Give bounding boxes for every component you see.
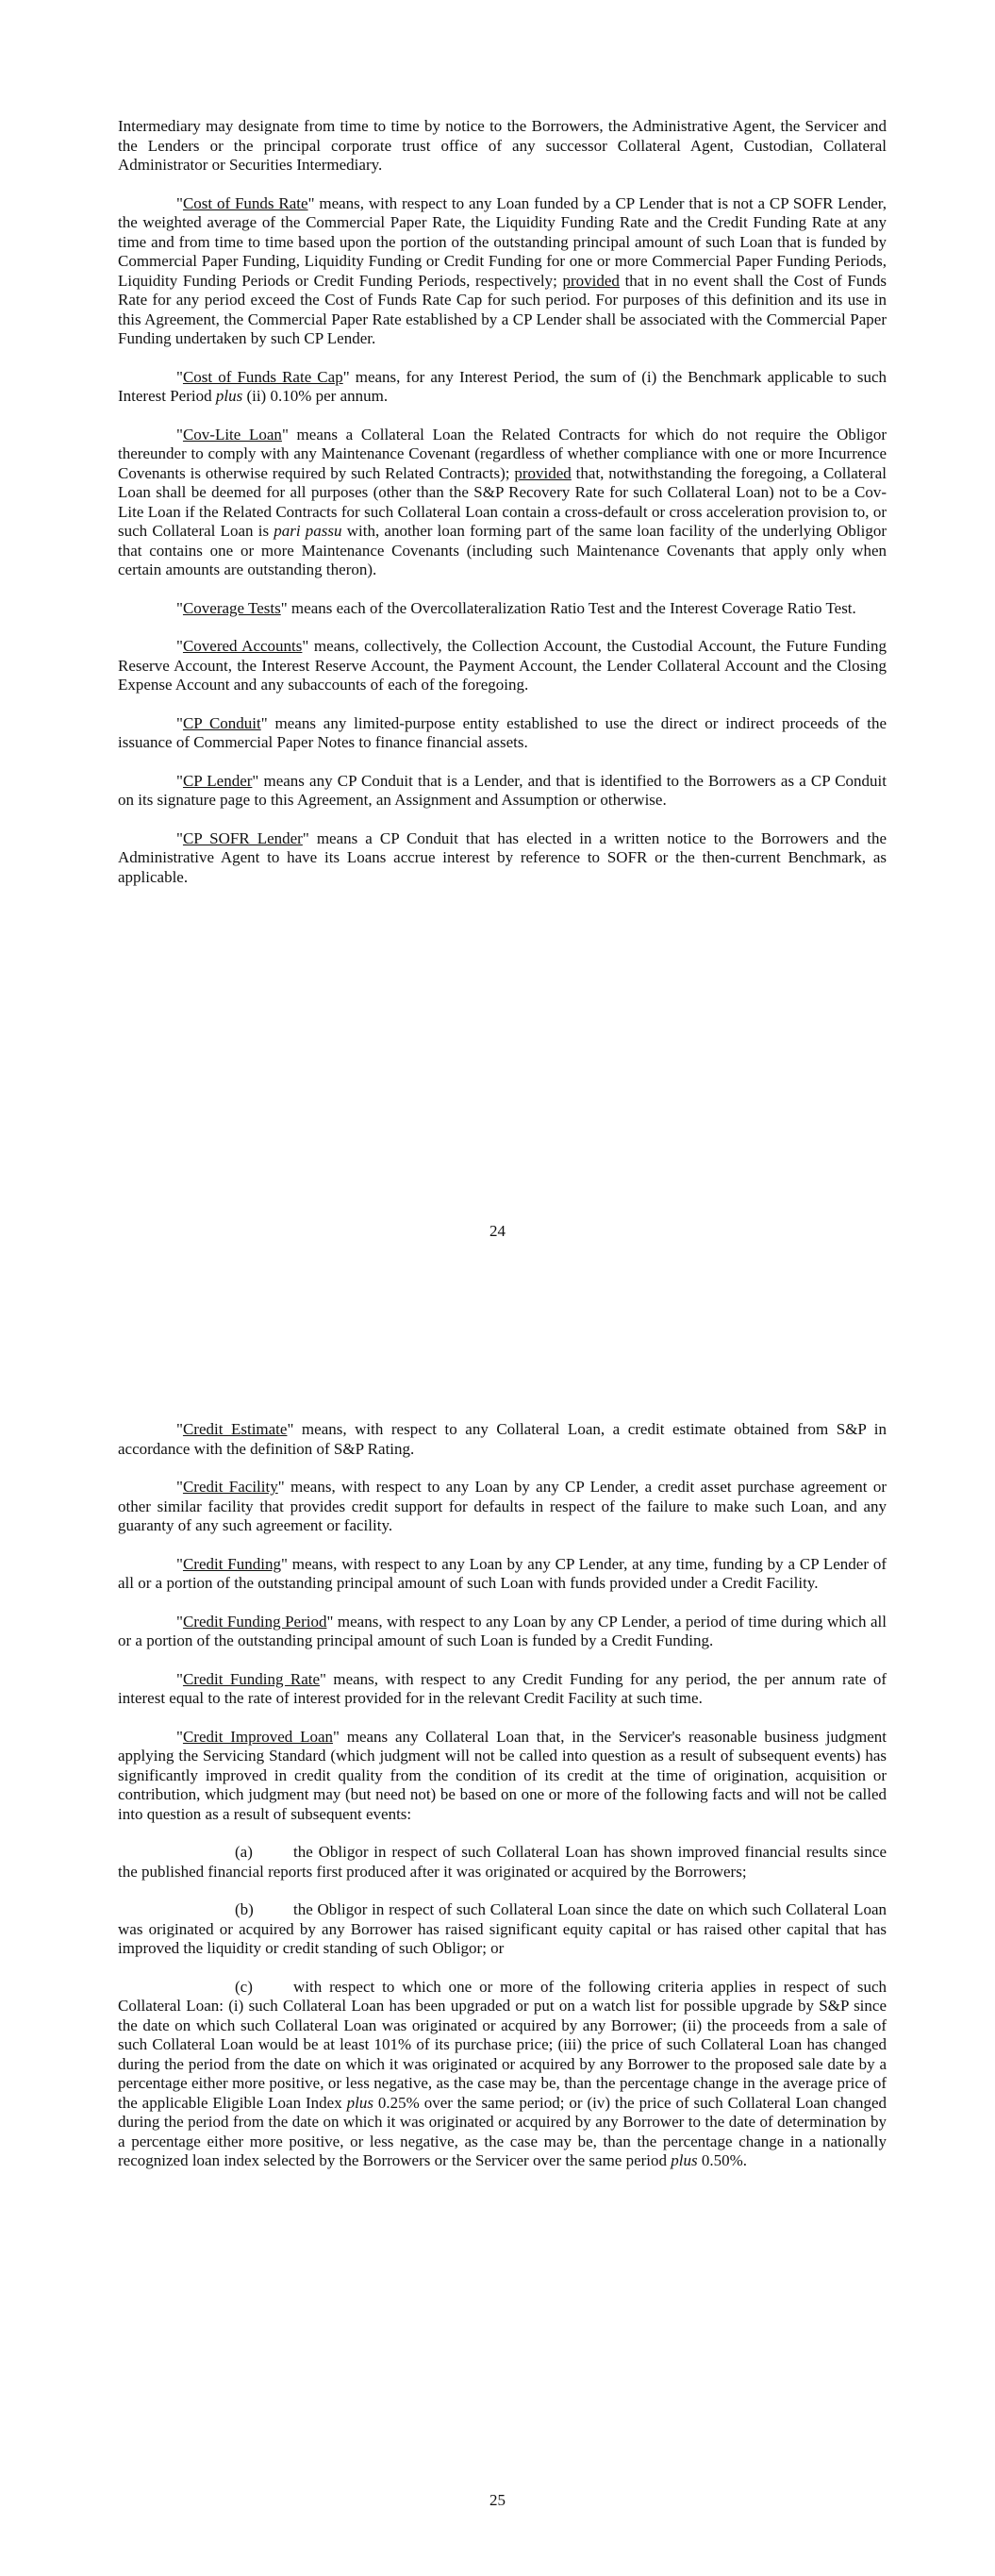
definition-text: " means, with respect to any Loan by any CP Lender, a credit asset purchase agreement or other similar facility that provides credit support for defaults in respect of the failure to make such Loan, and any guaranty of any such agreement or facility. [118, 1478, 887, 1534]
clause-label-a: (a) [235, 1843, 253, 1861]
definition-cp-lender: "CP Lender" means any CP Conduit that is a Lender, and that is identified to the Borrowers as a CP Conduit on its signature page to this Agreement, an Assignment and Assumption or otherwise. [118, 771, 887, 809]
italic-plus: plus [346, 2093, 373, 2112]
clause-text: with respect to which one or more of the following criteria applies in respect of such Collateral Loan: (i) such Collateral Loan has been upgraded or put on a watch list for possible upgrade by S&P since the date on which such Collateral Loan was originated or acquired by any Borrower; (ii) the proceeds from a sale of such Collateral Loan would be at least 101% of its purchase price; (iii) the price of such Collateral Loan has changed during the period from the date on which it was originated or acquired by any Borrower to the proposed sale date by a percentage either more positive, or less negative, as the case may be, than the percentage change in the average price of the applicable Eligible Loan Index [118, 1977, 887, 2112]
term-cp-sofr-lender: CP SOFR Lender [182, 828, 303, 847]
page-24-body [118, 117, 887, 906]
page-number-24: 24 [489, 1222, 506, 1240]
definition-text: " means each of the Overcollateralization Ratio Test and the Interest Coverage Ratio Test. [280, 598, 856, 617]
definition-text: " means a CP Conduit that has elected in a written notice to the Borrowers and the Administrative Agent to have its Loans accrue interest by reference to SOFR or the then-current Benchmark, as applicable. [118, 828, 887, 886]
definition-text: that, notwithstanding the foregoing, a Collateral Loan shall be deemed for all purposes (other than the S&P Recovery Rate for such Collateral Loan) not to be a Cov-Lite Loan if the Related Contracts for such Collateral Loan contain a cross-default or cross acceleration provision to, or such Collateral Loan is [118, 463, 887, 540]
clause-text: the Obligor in respect of such Collateral Loan has shown improved financial results since the published financial reports first produced after it was originated or acquired by the Borrowers; [118, 1843, 887, 1881]
term-credit-facility: Credit Facility [182, 1478, 278, 1496]
definition-credit-improved-loan: "Credit Improved Loan" means any Collateral Loan that, in the Servicer's reasonable business judgment applying the Servicing Standard (which judgment will not be called into question as a result of subsequent events) has significantly improved in credit quality from the condition of its credit at the time of origination, acquisition or contribution, which judgment may (but need not) be based on one or more of the following facts and will not be called into question as a result of subsequent events: [118, 1727, 887, 1823]
term-cp-conduit: CP Conduit [182, 713, 261, 732]
definition-coverage-tests: "Coverage Tests" means each of the Overcollateralization Ratio Test and the Interest Coverage Ratio Test. [176, 598, 856, 617]
definition-text: " means any Collateral Loan that, in the Servicer's reasonable business judgment applying the Servicing Standard (which judgment will not be called into question as a result of subsequent events) has significantly improved in credit quality from the condition of its credit at the time of origination, acquisition or contribution, which judgment may (but need not) be based on one or more of the following facts and will not be called into question as a result of subsequent events: [118, 1727, 887, 1823]
italic-plus: plus [671, 2151, 698, 2169]
definition-cov-lite-loan: "Cov-Lite Loan" means a Collateral Loan the Related Contracts for which do not require the Obligor thereunder to comply with any Maintenance Covenant (regardless of whether compliance with one or more Incurrence Covenants is otherwise required by such Related Contracts); provided that, notwithstanding the foregoing, a Collateral Loan shall be deemed for all purposes (other than the S&P Recovery Rate for such Collateral Loan) not to be a Cov-Lite Loan if the Related Contracts for such Collateral Loan contain a cross-default or cross acceleration provision to, or such Collateral Loan is pari passu with, another loan forming part of the same loan facility of the underlying Obligor that contains one or more Maintenance Covenants (including such Maintenance Covenants that apply only when certain amounts are outstanding theron). [118, 425, 887, 578]
term-credit-funding: Credit Funding [182, 1554, 281, 1573]
clause-text: the Obligor in respect of such Collateral Loan since the date on which such Collateral Loan was originated or acquired by any Borrower has raised significant equity capital or has raised other capital that has improved the liquidity or credit standing of such Obligor; or [118, 1900, 887, 1957]
term-credit-estimate: Credit Estimate [182, 1420, 288, 1438]
term-cost-of-funds-rate: Cost of Funds Rate [182, 193, 308, 212]
definition-cp-sofr-lender: "CP SOFR Lender" means a CP Conduit that has elected in a written notice to the Borrowers and the Administrative Agent to have its Loans accrue interest by reference to SOFR or the then-current Benchmark, as applicable. [118, 828, 887, 886]
provided-underlined: provided [514, 463, 572, 482]
clause-a [118, 1843, 887, 1882]
definition-text: " means, for any Interest Period, the sum of (i) the Benchmark applicable to such Interest Period [118, 367, 887, 405]
clause-text: 0.50%. [697, 2151, 748, 2169]
definition-covered-accounts: "Covered Accounts" means, collectively, the Collection Account, the Custodial Account, the Future Funding Reserve Account, the Interest Reserve Account, the Payment Account, the Lender Collateral Account and the Closing Expense Account and any subaccounts of each of the foregoing. [118, 637, 887, 694]
definition-credit-facility: "Credit Facility" means, with respect to any Loan by any CP Lender, a credit asset purchase agreement or other similar facility that provides credit support for defaults in respect of the failure to make such Loan, and any guaranty of any such agreement or facility. [118, 1478, 887, 1534]
term-covered-accounts: Covered Accounts [182, 637, 303, 655]
clause-text: 0.25% over the same period; or (iv) the price of such Collateral Loan changed during the period from the date on which it was originated or acquired by any Borrower to the date of determination by a percentage either more positive, or less negative, as the case may be, than the percentage change in a nationally recognized loan index selected by the Borrowers or the Servicer over the same period [118, 2093, 887, 2169]
definition-text: " means, with respect to any Collateral Loan, a credit estimate obtained from S&P in accordance with the definition of S&P Rating. [118, 1420, 887, 1458]
intro-paragraph: Intermediary may designate from time to time by notice to the Borrowers, the Administrative Agent, the Servicer and the Lenders or the principal corporate trust office of any successor Collateral Agent, Custodian, Collateral Administrator or Securities Intermediary. [118, 117, 887, 174]
definition-cp-conduit: "CP Conduit" means any limited-purpose entity established to use the direct or indirect proceeds of the issuance of Commercial Paper Notes to finance financial assets. [118, 713, 887, 751]
term-credit-improved-loan: Credit Improved Loan [182, 1727, 334, 1746]
definition-credit-funding-period: "Credit Funding Period" means, with respect to any Loan by any CP Lender, a period of time during which all or a portion of the outstanding principal amount of such Loan is funded by a Credit Funding. [118, 1612, 887, 1649]
clause-b [118, 1900, 887, 1959]
definition-text: that in no event shall the Cost of Funds Rate for any period exceed the Cost of Funds Rate Cap for such period. For purposes of this definition and its use in this Agreement, the Commercial Paper Rate established by a CP Lender shall be associated with the Commercial Paper Funding undertaken by such CP Lender. [118, 271, 887, 347]
definition-text: (ii) 0.10% per annum. [242, 387, 389, 405]
definition-cost-of-funds-rate-cap: "Cost of Funds Rate Cap" means, for any Interest Period, the sum of (i) the Benchmark applicable to such Interest Period plus (ii) 0.10% per annum. [118, 367, 887, 405]
term-credit-funding-rate: Credit Funding Rate [182, 1669, 321, 1688]
definition-text: " means any limited-purpose entity established to use the direct or indirect proceeds of the issuance of Commercial Paper Notes to finance financial assets. [118, 713, 887, 751]
page-25-body [118, 1420, 887, 2190]
definition-credit-funding-rate: "Credit Funding Rate" means, with respect to any Credit Funding for any period, the per annum rate of interest equal to the rate of interest provided for in the relevant Credit Facility at such time. [118, 1669, 887, 1707]
definition-text: " means, with respect to any Loan by any CP Lender, a period of time during which all or a portion of the outstanding principal amount of such Loan is funded by a Credit Funding. [118, 1612, 887, 1649]
clause-label-c: (c) [235, 1977, 253, 1996]
definition-text: with, another loan forming part of the same loan facility of the underlying Obligor that contains one or more Maintenance Covenants (including such Maintenance Covenants that apply only when certain amounts are outstanding theron). [118, 522, 887, 578]
page-25 [0, 1359, 995, 2576]
provided-underlined: provided [562, 271, 620, 290]
definition-cost-of-funds-rate: "Cost of Funds Rate" means, with respect to any Loan funded by a CP Lender that is not a CP SOFR Lender, the weighted average of the Commercial Paper Rate, the Liquidity Funding Rate and the Credit Funding Rate at any time and from time to time based upon the portion of the outstanding principal amount of such Loan that is funded by Commercial Paper Funding, Liquidity Funding or Credit Funding for one or more Commercial Paper Funding Periods, Liquidity Funding Periods or Credit Funding Periods, respectively; provided that in no event shall the Cost of Funds Rate for any period exceed the Cost of Funds Rate Cap for such period. For purposes of this definition and its use in this Agreement, the Commercial Paper Rate established by a CP Lender shall be associated with the Commercial Paper Funding undertaken by such CP Lender. [118, 193, 887, 347]
italic-plus: plus [215, 387, 243, 405]
definition-credit-funding: "Credit Funding" means, with respect to any Loan by any CP Lender, at any time, funding by a CP Lender of all or a portion of the outstanding principal amount of such Loan with funds provided under a Credit Facility. [118, 1554, 887, 1592]
definition-credit-estimate: "Credit Estimate" means, with respect to any Collateral Loan, a credit estimate obtained from S&P in accordance with the definition of S&P Rating. [118, 1420, 887, 1458]
definition-text: " means a Collateral Loan the Related Contracts for which do not require the Obligor thereunder to comply with any Maintenance Covenant (regardless of whether compliance with one or more Incurrence Covenants is otherwise required by such Related Contracts); [118, 425, 887, 482]
clause-c [118, 1978, 887, 2171]
italic-pari-passu: pari passu [274, 522, 342, 540]
term-cp-lender: CP Lender [182, 771, 253, 790]
definition-text: " means, collectively, the Collection Account, the Custodial Account, the Future Funding Reserve Account, the Interest Reserve Account, the Payment Account, the Lender Collateral Account and the Closing Expense Account and any subaccounts of each of the foregoing. [118, 637, 887, 694]
page-number-25: 25 [489, 2491, 506, 2509]
term-cost-of-funds-rate-cap: Cost of Funds Rate Cap [182, 367, 343, 386]
definition-text: " means, with respect to any Loan funded by a CP Lender that is not a CP SOFR Lender, the weighted average of the Commercial Paper Rate, the Liquidity Funding Rate and the Credit Funding Rate at any time and from time to time based upon the portion of the outstanding principal amount of such Loan that is funded by Commercial Paper Funding, Liquidity Funding or Credit Funding for one or more Commercial Paper Funding Periods, Liquidity Funding Periods or Credit Funding Periods, respectively; [118, 193, 887, 290]
definition-text: " means, with respect to any Loan by any CP Lender, at any time, funding by a CP Lender of all or a portion of the outstanding principal amount of such Loan with funds provided under a Credit Facility. [118, 1554, 887, 1592]
definition-text: " means any CP Conduit that is a Lender, and that is identified to the Borrowers as a CP Conduit on its signature page to this Agreement, an Assignment and Assumption or otherwise. [118, 771, 887, 809]
clause-label-b: (b) [235, 1900, 254, 1918]
term-coverage-tests: Coverage Tests [182, 598, 281, 617]
term-cov-lite-loan: Cov-Lite Loan [182, 425, 282, 443]
definition-text: " means, with respect to any Credit Funding for any period, the per annum rate of interest equal to the rate of interest provided for in the relevant Credit Facility at such time. [118, 1669, 887, 1707]
term-credit-funding-period: Credit Funding Period [182, 1612, 327, 1631]
